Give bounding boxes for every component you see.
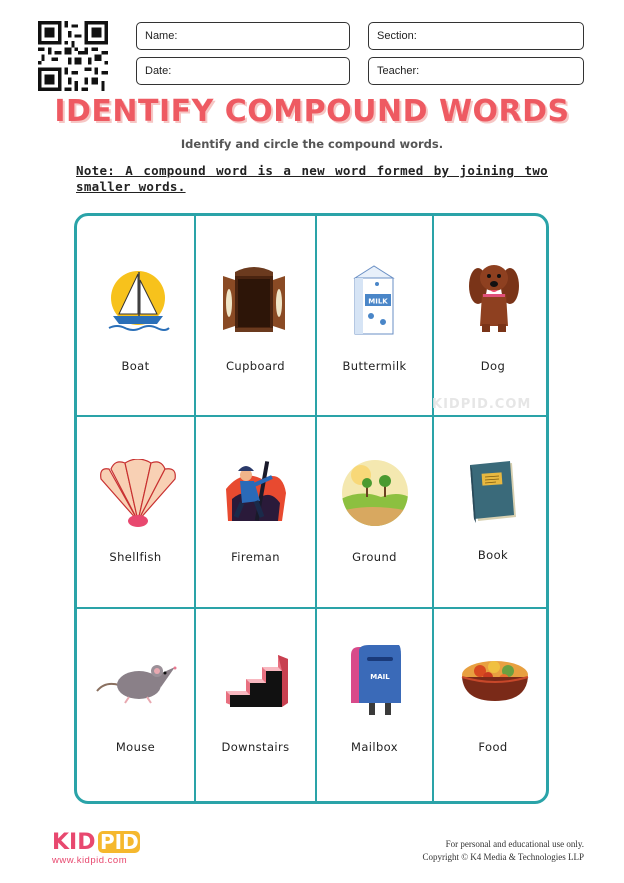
word-label: Food [478, 740, 508, 754]
name-label: Name: [145, 30, 178, 42]
word-cell-book[interactable] [434, 417, 549, 607]
ground-landscape-icon [341, 459, 409, 527]
mail-text: MAIL [370, 673, 390, 681]
stairs-icon [222, 651, 290, 709]
word-label: Cupboard [225, 359, 286, 373]
word-label: Mouse [115, 740, 156, 754]
word-label: Mailbox [351, 740, 398, 754]
name-field[interactable] [136, 22, 350, 50]
word-cell-buttermilk[interactable] [317, 216, 432, 415]
word-label: Fireman [231, 550, 280, 564]
page-title: IDENTIFY COMPOUND WORDS [54, 94, 570, 129]
book-icon [466, 459, 522, 527]
food-bowl-icon [460, 657, 530, 703]
word-label: Ground [352, 550, 397, 564]
section-label: Section: [377, 30, 417, 42]
word-label: Shellfish [109, 550, 162, 564]
kidpid-logo [52, 827, 142, 857]
word-cell-mailbox[interactable] [317, 609, 432, 801]
cupboard-icon [221, 264, 287, 334]
date-label: Date: [145, 65, 172, 77]
word-label: Dog [480, 359, 506, 373]
word-label: Book [477, 548, 509, 562]
instructions: Identify and circle the compound words. [180, 137, 444, 151]
usage-notice: For personal and educational use only. [445, 839, 584, 849]
teacher-label: Teacher: [377, 65, 420, 77]
word-cell-ground[interactable] [317, 417, 432, 607]
milk-text: MILK [368, 297, 388, 306]
section-field[interactable] [368, 22, 584, 50]
website-link[interactable]: www.kidpid.com [52, 855, 128, 866]
word-label: Buttermilk [342, 359, 407, 373]
svg-text:PID: PID [100, 830, 139, 854]
word-grid [74, 213, 549, 804]
teacher-field[interactable] [368, 57, 584, 85]
word-label: Boat [121, 359, 150, 373]
watermark: KIDPID.COM [432, 397, 532, 412]
seashell-icon [95, 459, 181, 529]
fireman-icon [222, 459, 288, 523]
dog-icon [466, 260, 522, 336]
sailboat-icon [105, 268, 171, 334]
date-field[interactable] [136, 57, 350, 85]
word-cell-cupboard[interactable] [196, 216, 315, 415]
mailbox-icon [347, 645, 403, 717]
copyright: Copyright © K4 Media & Technologies LLP [422, 852, 584, 862]
svg-text:KID: KID [52, 830, 96, 855]
word-cell-boat[interactable] [77, 216, 194, 415]
note-text: Note: A compound word is a new word formed by joining two smaller words. [76, 163, 548, 194]
word-cell-mouse[interactable] [77, 609, 194, 801]
milk-carton-icon [347, 264, 401, 336]
word-label: Downstairs [221, 740, 290, 754]
word-cell-food[interactable] [434, 609, 549, 801]
qr-code [38, 21, 108, 91]
word-cell-dog[interactable] [434, 216, 549, 415]
word-cell-shellfish[interactable] [77, 417, 194, 607]
mouse-icon [95, 651, 179, 705]
word-cell-fireman[interactable] [196, 417, 315, 607]
word-cell-downstairs[interactable] [196, 609, 315, 801]
